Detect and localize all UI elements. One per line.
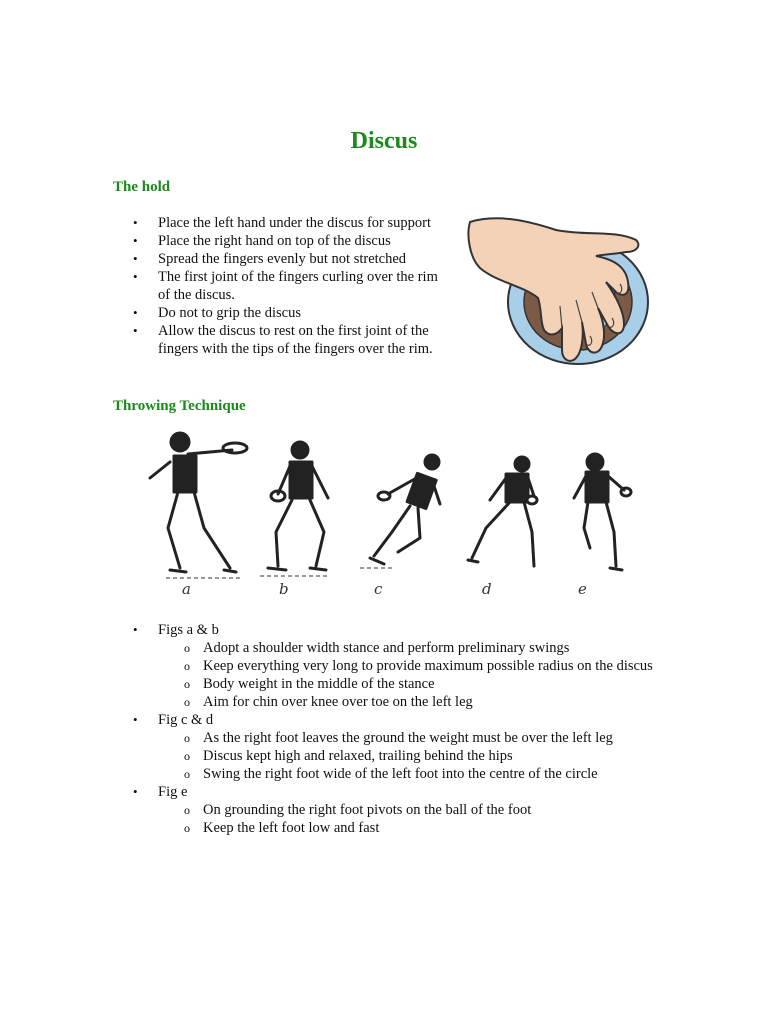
figure-c: [370, 455, 440, 564]
figure-label-b: b: [279, 580, 289, 598]
list-item: • Allow the discus to rest on the first joint of the fingers with the tips of the fingers over the rim.: [133, 322, 453, 358]
list-item: • Do not to grip the discus: [133, 304, 453, 322]
list-item: [133, 711, 653, 783]
list-item: [133, 621, 653, 711]
hold-heading: The hold: [113, 179, 171, 195]
technique-heading: Throwing Technique: [113, 398, 246, 414]
figure-e: [574, 454, 631, 570]
figure-a: [150, 433, 247, 572]
list-item: • The first joint of the fingers curling over the rim of the discus.: [133, 268, 453, 304]
group-label: Fig e: [158, 784, 188, 800]
figure-label-c: c: [374, 580, 383, 598]
sub-list-item: o Keep the left foot low and fast: [158, 819, 653, 837]
sub-list-item: o As the right foot leaves the ground the weight must be over the left leg: [158, 729, 653, 747]
hold-bullet-list: [133, 214, 453, 358]
group-label: Figs a & b: [158, 622, 219, 638]
list-item: • Place the left hand under the discus for support: [133, 214, 453, 232]
group-label: Fig c & d: [158, 712, 214, 728]
sub-list-item: o Aim for chin over knee over toe on the left leg: [158, 693, 653, 711]
sub-list-item: o On grounding the right foot pivots on the ball of the foot: [158, 801, 653, 819]
page-title: Discus: [350, 128, 418, 154]
list-item: • Place the right hand on top of the discus: [133, 232, 453, 250]
sub-list-item: o Adopt a shoulder width stance and perform preliminary swings: [158, 639, 653, 657]
sub-list-item: o Swing the right foot wide of the left foot into the centre of the circle: [158, 765, 653, 783]
list-item: [133, 783, 653, 837]
figure-b: [268, 442, 328, 570]
sub-list-item: o Keep everything very long to provide maximum possible radius on the discus: [158, 657, 653, 675]
figure-label-d: d: [482, 580, 492, 598]
sub-list-item: o Discus kept high and relaxed, trailing behind the hips: [158, 747, 653, 765]
figure-d: [468, 457, 537, 566]
figure-label-e: e: [578, 580, 587, 598]
technique-step-list: [133, 621, 653, 837]
list-item: • Spread the fingers evenly but not stretched: [133, 250, 453, 268]
throwing-sequence-illustration: [140, 428, 640, 603]
sub-list-item: o Body weight in the middle of the stance: [158, 675, 653, 693]
hand-on-discus-illustration: [466, 212, 652, 372]
figure-label-a: a: [182, 580, 191, 598]
